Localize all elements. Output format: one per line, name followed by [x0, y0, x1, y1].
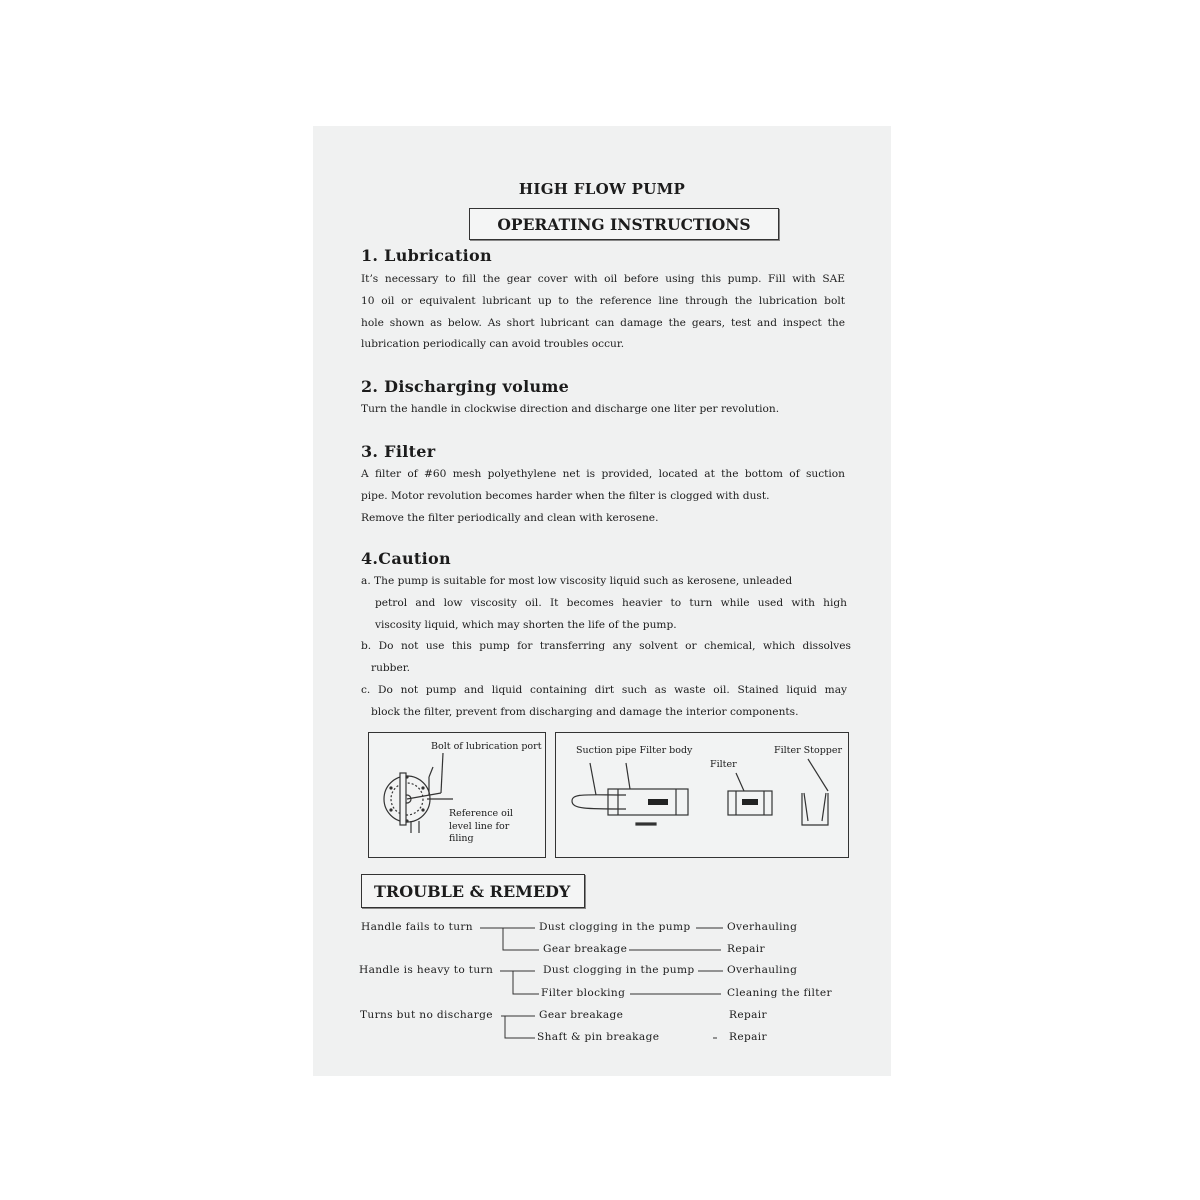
- lubrication-heading: 1. Lubrication: [361, 246, 492, 265]
- trouble-remedy: Overhauling: [727, 964, 798, 976]
- lubrication-port-figure: [368, 732, 546, 858]
- text-line: Remove the filter periodically and clean with kerosene.: [361, 511, 659, 524]
- trouble-cause: Dust clogging in the pump: [543, 964, 695, 976]
- suction-label: Suction pipe Filter body: [576, 745, 693, 756]
- reference-label-line: level line for: [449, 820, 510, 832]
- discharging-text: [361, 399, 779, 421]
- caution-heading: 4.Caution: [361, 549, 451, 568]
- text-line: A filter of #60 mesh polyethylene net is provided, located at the bottom of suction: [361, 468, 845, 480]
- trouble-remedy-heading: TROUBLE & REMEDY: [374, 881, 571, 901]
- reference-label-line: Reference oil: [449, 808, 513, 819]
- text-line: rubber.: [371, 662, 410, 675]
- text-line: petrol and low viscosity oil. It becomes heavier to turn while used with high: [375, 596, 847, 609]
- trouble-symptom: Turns but no discharge: [360, 1009, 493, 1021]
- trouble-cause: Gear breakage: [539, 1009, 624, 1021]
- trouble-cause: Shaft & pin breakage: [537, 1031, 660, 1043]
- trouble-symptom: Handle fails to turn: [361, 921, 473, 933]
- text-line: Turn the handle in clockwise direction and discharge one liter per revolution.: [361, 403, 780, 415]
- discharging-heading: 2. Discharging volume: [361, 377, 570, 396]
- trouble-symptom: Handle is heavy to turn: [359, 964, 494, 976]
- text-line: block the filter, prevent from discharging and damage the interior components.: [371, 705, 799, 718]
- text-line: pipe. Motor revolution becomes harder when the filter is clogged with dust.: [361, 489, 770, 502]
- operating-instructions-box: [469, 208, 779, 240]
- page-title: HIGH FLOW PUMP: [518, 180, 686, 198]
- text-line: c. Do not pump and liquid containing dirt such as waste oil. Stained liquid may: [361, 683, 847, 696]
- operating-instructions-heading: OPERATING INSTRUCTIONS: [497, 214, 751, 234]
- text-line: b. Do not use this pump for transferring any solvent or chemical, which dissolves: [361, 640, 851, 653]
- text-line: hole shown as below. As short lubricant can damage the gears, test and inspect the: [361, 316, 845, 329]
- instruction-sheet: [313, 126, 891, 1076]
- stopper-label: Filter Stopper: [774, 745, 843, 756]
- trouble-cause: Filter blocking: [541, 987, 626, 999]
- trouble-remedy: Overhauling: [727, 921, 798, 933]
- filter-assembly-figure: [555, 732, 849, 858]
- trouble-remedy: Repair: [729, 1009, 767, 1021]
- reference-label-line: filing: [449, 833, 474, 844]
- trouble-remedy: Repair: [729, 1031, 767, 1043]
- text-line: 10 oil or equivalent lubricant up to the reference line through the lubrication bolt: [361, 294, 845, 307]
- trouble-remedy: Repair: [727, 943, 765, 955]
- filter-heading: 3. Filter: [361, 442, 436, 461]
- filter-label: Filter: [710, 759, 737, 770]
- reference-label: [449, 808, 513, 846]
- bolt-label: Bolt of lubrication port: [431, 741, 542, 752]
- lubrication-text: [361, 269, 845, 356]
- text-line: a. The pump is suitable for most low viscosity liquid such as kerosene, unleaded: [361, 575, 793, 587]
- text-line: It’s necessary to fill the gear cover with oil before using this pump. Fill with SAE: [361, 273, 845, 285]
- trouble-remedy: Cleaning the filter: [727, 987, 832, 999]
- trouble-cause: Gear breakage: [543, 943, 628, 955]
- trouble-cause: Dust clogging in the pump: [539, 921, 691, 933]
- caution-text: [361, 571, 851, 724]
- trouble-remedy-box: [361, 874, 585, 908]
- text-line: lubrication periodically can avoid troubles occur.: [361, 338, 625, 351]
- text-line: viscosity liquid, which may shorten the life of the pump.: [375, 618, 677, 631]
- filter-text: [361, 464, 845, 529]
